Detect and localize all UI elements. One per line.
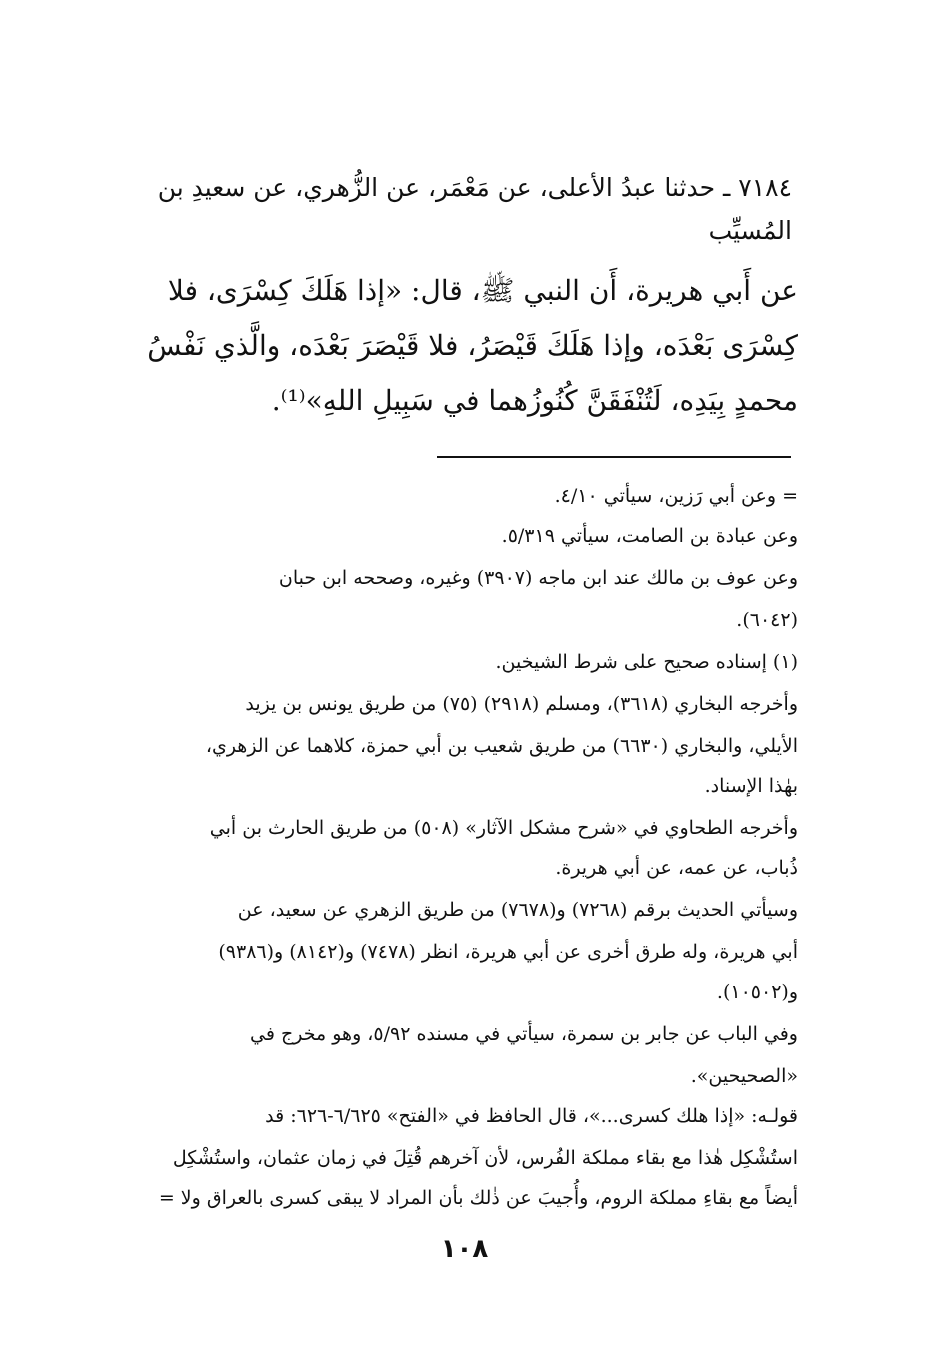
footnote-line: أبي هريرة، وله طرق أخرى عن أبي هريرة، انظر (٧٤٧٨) و(٨١٤٢) و(٩٣٨٦) <box>218 941 798 963</box>
footnote-line: قولـه: «إذا هلك كسرى...»، قال الحافظ في «الفتح» ٦/٦٢٥-٦٢٦: قد <box>265 1105 798 1127</box>
matn-line: كِسْرَى بَعْدَه، وإذا هَلَكَ قَيْصَرُ، فلا قَيْصَرَ بَعْدَه، والَّذي نَفْسُ <box>147 329 798 362</box>
footnote-line: وأخرجه الطحاوي في «شرح مشكل الآثار» (٥٠٨) من طريق الحارث بن أبي <box>209 817 798 839</box>
page-number: ١٠٨ <box>440 1234 489 1264</box>
footnote-line: وعن عوف بن مالك عند ابن ماجه (٣٩٠٧) وغيره، وصححه ابن حبان <box>278 567 798 589</box>
footnote-line: ذُباب، عن عمه، عن أبي هريرة. <box>555 857 798 879</box>
isnad <box>92 166 792 252</box>
footnote-line: و(١٠٥٠٢). <box>716 981 798 1003</box>
footnote-line: بهٰذا الإسناد. <box>704 775 798 797</box>
isnad-line: ٧١٨٤ ـ حدثنا عبدُ الأعلى، عن مَعْمَر، عن الزُّهري، عن سعيدِ بن <box>157 173 792 202</box>
footnote-line: أيضاً مع بقاءِ مملكة الروم، وأُجيبَ عن ذٰلك بأن المراد لا يبقى كسرى بالعراق ولا = <box>158 1187 798 1209</box>
footnote-line: وأخرجه البخاري (٣٦١٨)، ومسلم (٢٩١٨) (٧٥) من طريق يونس بن يزيد <box>245 693 798 715</box>
footnote-line: وفي الباب عن جابر بن سمرة، سيأتي في مسنده ٥/٩٢، وهو مخرج في <box>250 1023 798 1045</box>
footnote-line: وعن عبادة بن الصامت، سيأتي ٥/٣١٩. <box>501 525 798 547</box>
footnote-line: استُشْكِل هٰذا مع بقاء مملكة الفُرس، لأن آخرهم قُتِلَ في زمان عثمان، واستُشْكِل <box>172 1147 798 1169</box>
footnote-line: (٦٠٤٢). <box>736 609 798 631</box>
footnote-separator <box>437 456 791 458</box>
matn-line: عن أَبي هريرة، أَن النبي ﷺ، قال: «إذا هَلَكَ كِسْرَى، فلا <box>167 274 798 307</box>
footnote-line: «الصحيحين». <box>690 1065 798 1087</box>
matn-line: محمدٍ بِيَدِه، لَتُنْفَقَنَّ كُنُوزُهما في سَبِيلِ اللهِ»⁽¹⁾. <box>271 384 798 417</box>
isnad-line: المُسيِّب <box>708 216 792 245</box>
footnote-line: (١) إسناده صحيح على شرط الشيخين. <box>495 651 798 673</box>
matn <box>92 263 798 428</box>
footnote-line: = وعن أبي رَزين، سيأتي ٤/١٠. <box>554 485 798 507</box>
footnote-line: الأيلي، والبخاري (٦٦٣٠) من طريق شعيب بن أبي حمزة، كلاهما عن الزهري، <box>205 735 798 757</box>
footnote-line: وسيأتي الحديث برقم (٧٢٦٨) و(٧٦٧٨) من طريق الزهري عن سعيد، عن <box>237 899 798 921</box>
